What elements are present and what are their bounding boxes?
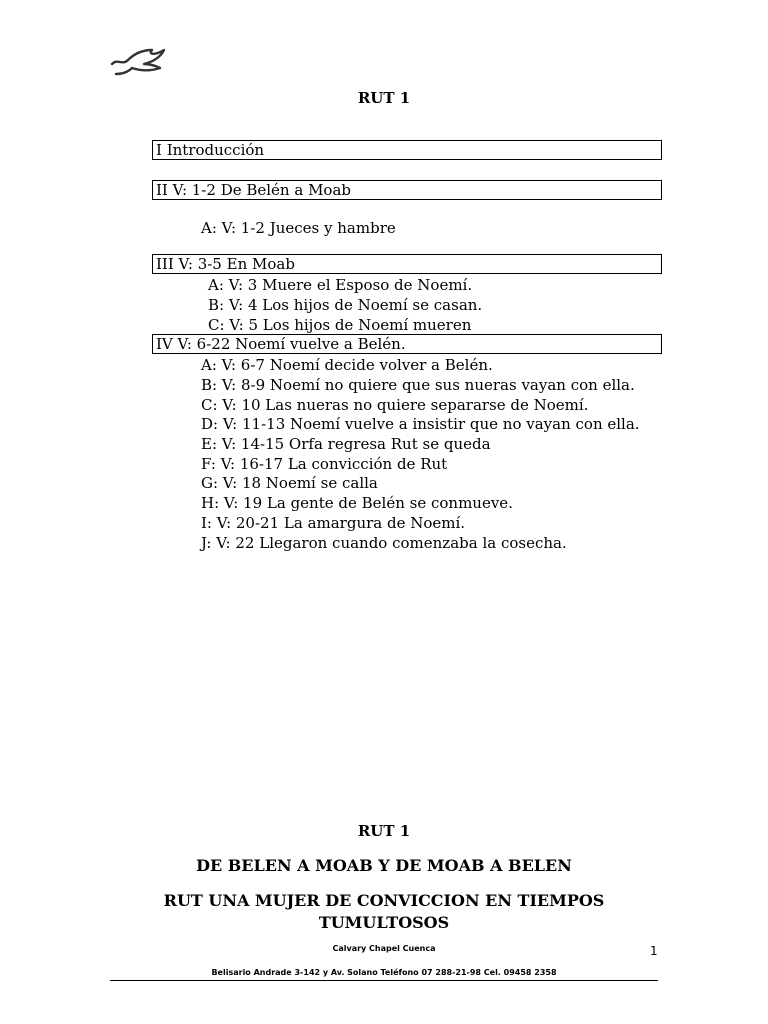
section-4-item: I: V: 20-21 La amargura de Noemí. [201, 514, 466, 532]
section-3: III V: 3-5 En Moab [152, 254, 662, 274]
section-4-item: H: V: 19 La gente de Belén se conmueve. [201, 494, 513, 512]
section-intro: I Introducción [152, 140, 662, 160]
theme-heading-line2: TUMULTOSOS [318, 913, 450, 932]
section-4-item: J: V: 22 Llegaron cuando comenzaba la cosecha. [201, 534, 567, 552]
section-3-item: A: V: 3 Muere el Esposo de Noemí. [208, 276, 473, 294]
document-title: RUT 1 [357, 89, 411, 107]
theme-heading-line1: RUT UNA MUJER DE CONVICCION EN TIEMPOS [163, 891, 605, 910]
dove-logo-icon [108, 44, 168, 78]
section-4-item: A: V: 6-7 Noemí decide volver a Belén. [201, 356, 493, 374]
section-4-item: E: V: 14-15 Orfa regresa Rut se queda [201, 435, 491, 453]
section-4-item: G: V: 18 Noemí se calla [201, 474, 378, 492]
section-4-item: F: V: 16-17 La convicción de Rut [201, 455, 448, 473]
section-2: II V: 1-2 De Belén a Moab [152, 180, 662, 200]
section-4: IV V: 6-22 Noemí vuelve a Belén. [152, 334, 662, 354]
footer-address: Belisario Andrade 3-142 y Av. Solano Teléfono 07 288-21-98 Cel. 09458 2358 [211, 968, 557, 977]
section-4-item: B: V: 8-9 Noemí no quiere que sus nueras vayan con ella. [201, 376, 635, 394]
section-4-item: D: V: 11-13 Noemí vuelve a insistir que no vayan con ella. [201, 415, 640, 433]
section-3-item: C: V: 5 Los hijos de Noemí mueren [208, 316, 472, 334]
section-4-item: C: V: 10 Las nueras no quiere separarse de Noemí. [201, 396, 589, 414]
section-2-item: A: V: 1-2 Jueces y hambre [201, 219, 396, 237]
page-number: 1 [650, 944, 658, 958]
section-3-item: B: V: 4 Los hijos de Noemí se casan. [208, 296, 483, 314]
subtitle-heading: DE BELEN A MOAB Y DE MOAB A BELEN [196, 856, 572, 875]
footer-organization: Calvary Chapel Cuenca [332, 944, 436, 953]
footer-divider [110, 980, 658, 981]
bottom-title: RUT 1 [357, 822, 411, 840]
